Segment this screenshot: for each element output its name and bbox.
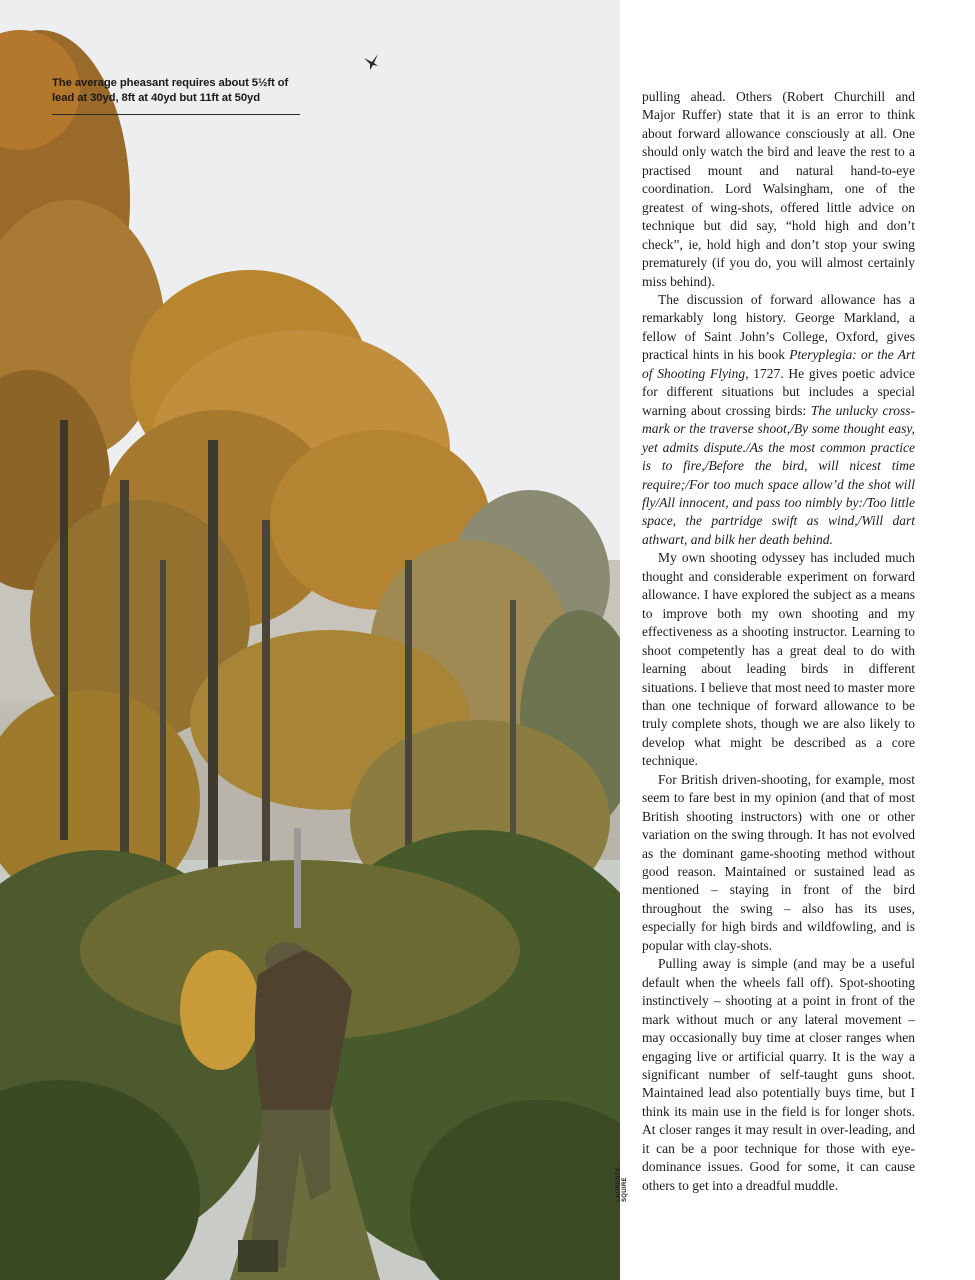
article-column (642, 88, 915, 1195)
paragraph-1: pulling ahead. Others (Robert Churchill and Major Ruffer) state that it is an error to think about forward allowance consciously at all. One should only watch the bird and leave the rest to a practised mount and natural hand-to-eye coordination. Lord Walsingham, one of the greatest of wing-shots, offered little advice on technique but did say, “hold high and don’t check”, ie, hold high and don’t stop your swing prematurely (if you do, you will almost certainly miss behind). (642, 89, 915, 289)
book-title: Pteryplegia: or the Art of Shooting Flying (642, 347, 915, 381)
paragraph-2-intro: The discussion of forward allowance has a remarkably long history. George Markland, a fellow of Saint John’s College, Oxford, gives practical hints in his book (642, 291, 915, 363)
paragraph-3: My own shooting odyssey has included much thought and considerable experiment on forward allowance. I have explored the subject as a means to improve both my own shooting and my effectiveness as a shooting instructor. Learning to shoot competently has a great deal to do with learning about leading birds in different situations. I believe that most need to master more than one technique of forward allowance to be truly complete shots, though we are also likely to develop what might be described as a core technique. (642, 550, 915, 769)
paragraph-2-middle: , 1727. He gives poetic advice for different situations but includes a special warning about crossing birds: (642, 365, 915, 418)
paragraph-5: Pulling away is simple (and may be a useful default when the wheels fall off). Spot-shooting instinctively – shooting at a point in front of the mark without much or any lateral movement – may occasionally buy time at closer ranges when engaging live or artificial quarry. It is the way a significant number of self-taught guns shoot. Maintained lead also potentially buys time, but I think its main use in the field is for longer shots. At closer ranges it may result in over-leading, and it can be a poor technique for those with eye-dominance issues. Good for some, it can cause others to get into a dreadful muddle. (642, 956, 915, 1193)
paragraph-2 (642, 291, 915, 549)
quoted-verse: The unlucky cross-mark or the traverse shoot,/By some thought easy, yet admits dispute./As the most common practice is to fire,/Before the bird, will nicest time require;/For too much space allow’d the shot will fly/All innocent, and pass too nimbly by:/Too little space, the partridge swift as wind,/Will dart athwart, and bilk her death behind. (642, 402, 915, 547)
paragraph-4: For British driven-shooting, for example, most seem to fare best in my opinion (and that of most British shooting instructors) with one or other variation on the swing through. It has not evolved as the dominant game-shooting method without good reason. Maintained or sustained lead as mentioned – staying in front of the bird throughout the swing – also has its uses, especially for high birds and wildfowling, and is popular with clay-shots. (642, 771, 915, 953)
photo-caption: The average pheasant requires about 5½ft of lead at 30yd, 8ft at 40yd but 11ft at 50yd (52, 76, 300, 115)
photo-credit: LAURENCE SQUIRE (616, 1166, 628, 1202)
